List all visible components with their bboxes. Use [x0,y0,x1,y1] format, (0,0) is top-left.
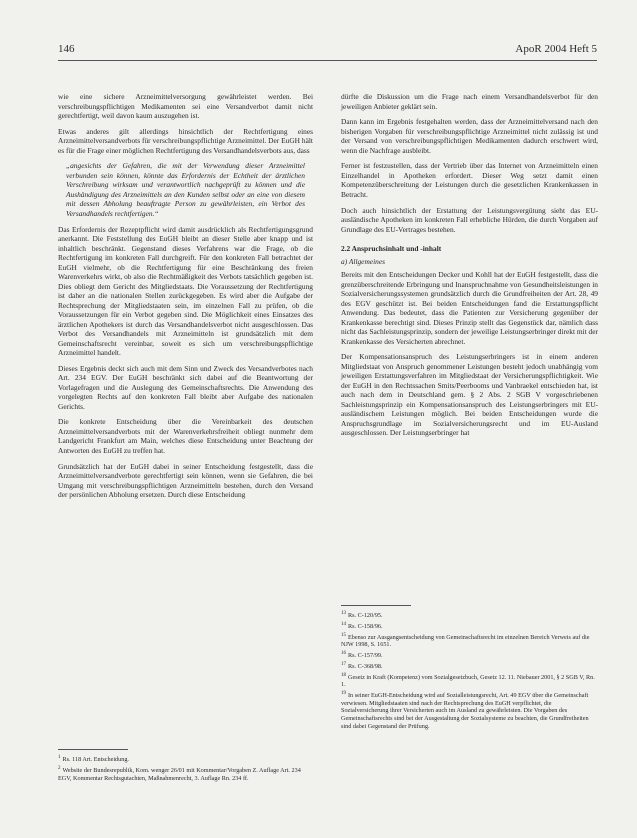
section-heading: 2.2 Anspruchsinhalt und -inhalt [341,244,442,254]
paragraph: Die konkrete Entscheidung über die Vereinbarkeit des deutschen Arzneimittelversandverbots mit der Warenverkehrsfreiheit obliegt nunmehr dem Landgericht Frankfurt am Main, welches diese Entscheidung unter Beachtung der Antworten des EuGH zu treffen hat. [58,417,313,455]
footnote-number: 14 [341,621,346,627]
footnote-number: 17 [341,661,346,667]
block-quote: „angesichts der Gefahren, die mit der Verwendung dieser Arzneimittel verbunden sein können, könnte das Erfordernis der Echtheit der ärztlichen Verschreibung wirksam und verantwortlich nachgeprüft zu können und die Aushändigung des Arzneimittels an den Kunden selbst oder an eine von diesem mit dessen Abholung beauftragte Person zu gewährleisten, ein Verbot des Versandhandels rechtfertigen.“ [66,161,305,218]
footnote-text: Gesetz in Kraft (Kompetenz) vom Sozialgesetzbuch, Gesetz 12. 11. Niebauer 2001, § 2 SGB V, Rn. 1. [341,673,595,689]
footnote-number: 13 [341,611,346,616]
footnote [341,690,598,731]
header-rule [58,60,597,61]
paragraph: Der Kompensationsanspruch des Leistungserbringers ist in einem anderen Mitgliedstaat von Anspruch genommener Leistungen besteht jedoch unabhängig vom jeweiligen Erstattungsverfahren im Mitgliedstaat der Versicherungspflichtigkeit. Wie der EuGH in den Rechtssachen Smits/Peerbooms und Vanbraekel entschieden hat, ist auch nach dem in Deutschland gem. § 2 Abs. 2 SGB V vorgeschriebenen Sachleistungsprinzip ein Kompensationsanspruch des Leistungserbringers mit EU-ausländischem Leistungen möglich. Bei beiden Entscheidungen wurde die Anspruchsgrundlage im Sozialversicherungsrecht und im EU-Ausland ausgeschlossen. Der Leistungserbringer hat [341,352,598,438]
footnote [58,754,313,764]
paragraph: Ferner ist festzustellen, dass der Vertrieb über das Internet von Arzneimitteln einen Einzelhandel in Apotheken erfordert. Dieser Weg setzt damit einen Kompetenzüberschreitung der Leistungen durch die gesetzlichen Krankenkassen in Betracht. [341,161,598,199]
paragraph: Grundsätzlich hat der EuGH dabei in seiner Entscheidung festgestellt, dass die Arzneimittelversandverbote gerechtfertigt sein können, wenn sie Gefahren, die bei Umgang mit verschreibungspflichtigen Arzneimitteln bestehen, durch den Versand der persönlichen Abholung ersetzen. Durch diese Entscheidung [58,461,313,500]
journal-reference: ApoR 2004 Heft 5 [515,43,597,55]
paragraph: wie eine sichere Arzneimittelversorgung gewährleistet werden. Bei verschreibungspflichtigen Medikamenten sei eine Versandverbot damit nicht gerechtfertigt, weil davon kaum auszugehen ist. [58,92,313,120]
footnote-rule [341,605,411,606]
footnote-number: 19 [341,691,346,696]
paragraph: dürfte die Diskussion um die Frage nach einem Versandhandelsverbot für den jeweiligen Anbieter geklärt sein. [341,92,598,111]
footnote-text: Website der Bundesrepublik, Kom. wenger 26/01 mit Kommentar/Vorgaben Z. Auflage Art. 234 EGV, Kommentar Rechtsgutachten, Maßnahmenrecht, 3. Auflage Rn. 234 ff. [58,766,301,782]
footnote-number: 15 [341,632,346,638]
paragraph: Das Erfordernis der Rezeptpflicht wird damit ausdrücklich als Rechtfertigungsgrund anerkannt. Die Feststellung des EuGH bleibt an dieser Stelle aber knapp und ist inhaltlich beschränkt. Gegenstand dieses Verfahrens war die Frage, ob die Rechtfertigung im konkreten Fall durchgreift. Für den konkreten Fall betrachtet der EuGH vielmehr, ob die Rechtfertigung für eine Beschränkung des freien Warenverkehrs wirkt, ob also die Rechtmäßigkeit des Verbots tatsächlich gegeben ist. Dies obliegt dem Gericht des Mitgliedstaats. Die Voraussetzung der Rechtfertigung ist daher an die nationalen Stellen zurückgegeben. Es wird aber die Aufgabe der Rechtsprechung der Mitgliedstaaten sein, im einzelnen Fall zu prüfen, ob die Voraussetzungen für ein Verbot gegeben sind. Die Möglichkeit eines Einsatzes des ärztlichen Apothekers ist durch das Versandhandelsverbot nicht ausgeschlossen. Das Verbot des Versandhandels mit Arzneimitteln ist grundsätzlich mit dem Gemeinschaftsrecht vereinbar, soweit es sich um verschreibungspflichtige Arzneimittel handelt. [58,224,313,358]
left-column [58,92,313,506]
footnote-text: Rs. C-158/96. [348,622,383,630]
footnote-number: 16 [341,651,346,656]
footnote-rule [58,749,128,750]
footnote-number: 18 [341,672,346,678]
left-footnotes [58,749,313,783]
footnote [341,610,598,620]
footnote [341,632,598,649]
right-footnotes [341,605,598,732]
right-column [341,92,598,444]
footnote [341,650,598,660]
paragraph: Bereits mit den Entscheidungen Decker und Kohll hat der EuGH festgestellt, dass die grenzüberschreitende Erbringung und Inanspruchnahme von Gesundheitsleistungen in Sozialversicherungssystemen grundsätzlich durch die Grundfreiheiten der Art. 28, 49 des EGV geschützt ist. Bei beiden Entscheidungen fand die Erstattungspflicht Anwendung. Das bedeutet, dass die Patienten zur Versicherung gegenüber der Krankenkasse berechtigt sind. Dieses Prinzip stellt das Gegenstück dar, nämlich dass nicht das Sachleistungsprinzip, sondern der jeweilige Leistungserbringer direkt mit der Krankenkasse des Versicherten abrechnet. [341,270,598,346]
footnote-text: Rs. C-120/95. [348,612,383,620]
footnote-number: 2 [58,765,61,771]
paragraph: Dann kann im Ergebnis festgehalten werden, dass der Arzneimittelversand nach den bisherigen Vorgaben für verschreibungspflichtige Arzneimittel nicht zulässig ist und der Versand von verschreibungspflichtigen Medikamenten dadurch erschwert wird, wenn die Nachfrage ausbleibt. [341,117,598,155]
paragraph: Dieses Ergebnis deckt sich auch mit dem Sinn und Zweck des Versandverbotes nach Art. 234 EGV. Der EuGH beschränkt sich dabei auf die Beantwortung der Vorlagefragen und die Auslegung des Gemeinschaftsrechts. Die Anwendung des vorgelegten Rechts auf den konkreten Fall bleibt aber Aufgabe des nationalen Gerichts. [58,363,313,411]
subsection-heading: a) Allgemeines [341,256,385,266]
footnote [341,672,598,689]
footnote-text: Rs. C-157/99. [348,652,383,660]
footnote-text: Rs. C-368/98. [348,662,383,670]
footnote [341,661,598,671]
footnote-text: Rs. 118 Art. Entscheidung. [62,756,129,764]
footnote-text: In seiner EuGH-Entscheidung wird auf Sozialleistungsrecht, Art. 49 EGV über die Gemeinschaft verwiesen. Mitgliedstaaten sind nach der Rechtsprechung des EuGH verpflichtet, die Sozialversicherung ihrer Versicherten auch im Ausland zu gewährleisten. Die Vorgaben des Gemeinschaftsrechts sind bei der Ausgestaltung der Sozialsysteme zu beachten, die Grundfreiheiten sind dabei Gegenstand der Prüfung. [341,692,589,730]
footnote [341,621,598,631]
page-number: 146 [58,43,75,55]
footnote-text: Ebenso zur Ausgangsentscheidung von Gemeinschaftsrecht im einzelnen Bereich Verweis auf die NJW 1998, S. 1651. [341,633,590,649]
paragraph: Etwas anderes gilt allerdings hinsichtlich der Rechtfertigung eines Arzneimittelversandverbots für verschreibungspflichtige Arzneimittel. Der EuGH hält es für die Frage einer möglichen Rechtfertigung des Versandhandelsverbots aus, dass [58,126,313,155]
paragraph: Doch auch hinsichtlich der Erstattung der Leistungsvergütung sieht das EU-ausländische Apotheken im konkreten Fall erhebliche Hürden, die durch Vorgaben auf Grundlage des EU-Vertrages bestehen. [341,205,598,234]
footnote [58,765,313,782]
footnote-number: 1 [58,755,61,760]
